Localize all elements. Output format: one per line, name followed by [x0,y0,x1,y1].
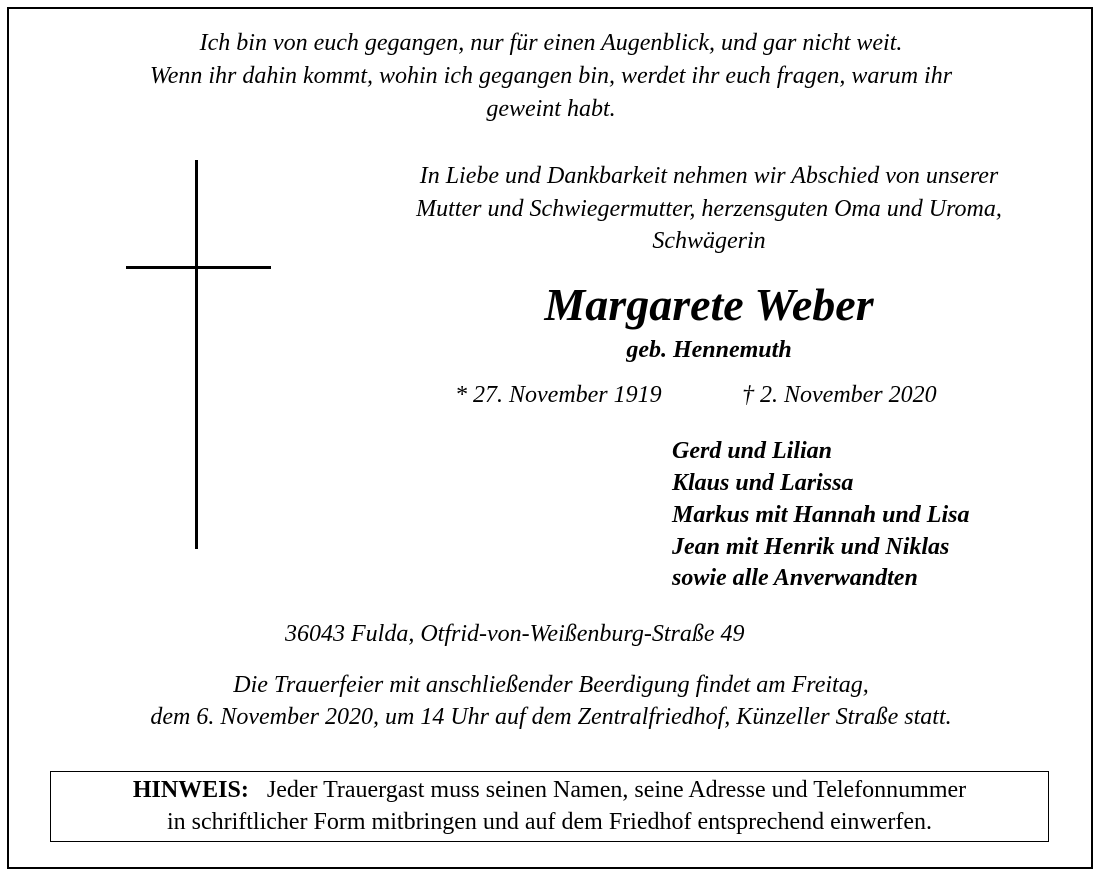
poem-line-1: Ich bin von euch gegangen, nur für einen Augenblick, und gar nicht weit. [199,30,903,56]
intro-line-3: Schwägerin [652,228,766,254]
ceremony-line-1: Die Trauerfeier mit anschließender Beerdigung findet am Freitag, [233,672,869,698]
family-member: Markus mit Hannah und Lisa [672,502,970,528]
cross-icon-horizontal [126,266,271,269]
notice-line-1 [51,774,1048,806]
notice-text-1: Jeder Trauergast muss seinen Namen, seine Adresse und Telefonnummer [266,777,967,803]
intro-line-1: In Liebe und Dankbarkeit nehmen wir Abschied von unserer [419,163,999,189]
notice-label: HINWEIS: [132,777,249,803]
cross-icon-vertical [195,160,198,549]
family-member: Jean mit Henrik und Niklas [672,534,950,560]
deceased-name: Margarete Weber [544,279,874,330]
death-date: † 2. November 2020 [742,382,937,408]
notice-text-2: in schriftlicher Form mitbringen und auf dem Friedhof entsprechend einwerfen. [166,809,933,835]
obituary-frame [7,7,1093,869]
ceremony-line-2: dem 6. November 2020, um 14 Uhr auf dem Zentralfriedhof, Künzeller Straße statt. [150,704,952,730]
birth-date: * 27. November 1919 [455,382,662,408]
poem-line-2: Wenn ihr dahin kommt, wohin ich gegangen bin, werdet ihr euch fragen, warum ihr [149,63,953,89]
intro-line-2: Mutter und Schwiegermutter, herzensguten Oma und Uroma, [416,196,1002,222]
family-member: sowie alle Anverwandten [672,565,918,591]
maiden-name: geb. Hennemuth [626,337,792,363]
family-member: Klaus und Larissa [672,470,854,496]
poem-line-3: geweint habt. [486,96,616,122]
family-member: Gerd und Lilian [672,438,833,464]
address: 36043 Fulda, Otfrid-von-Weißenburg-Straße 49 [285,621,745,647]
notice-box [50,771,1049,842]
